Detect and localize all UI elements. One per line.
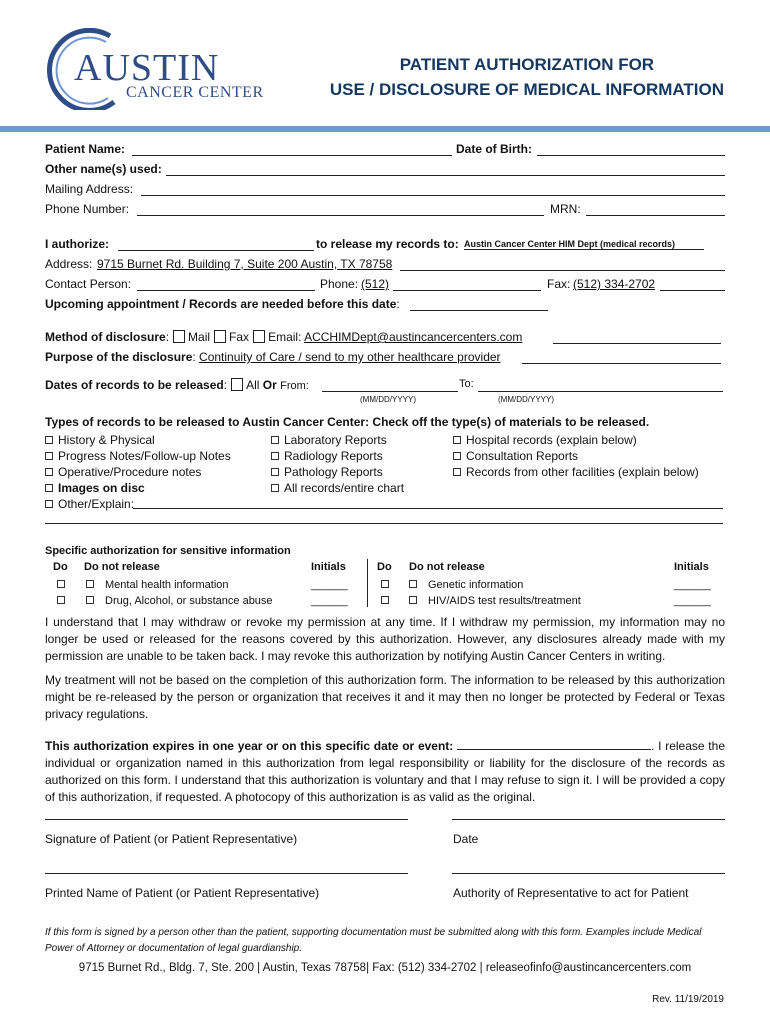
email-checkbox[interactable] — [253, 330, 265, 343]
purpose-line — [522, 363, 721, 364]
type-checkbox[interactable] — [271, 452, 279, 460]
sensitive-do-not-right: Do not release — [409, 561, 485, 573]
sensitive-item-label: Mental health information — [105, 579, 229, 591]
sensitive-item-label: HIV/AIDS test results/treatment — [428, 595, 581, 607]
initials-field[interactable]: ______ — [674, 579, 711, 591]
dob-field[interactable] — [537, 155, 725, 156]
type-label: Radiology Reports — [284, 449, 383, 463]
sensitive-do-right: Do — [377, 561, 392, 573]
purpose-value: Continuity of Care / send to my other healthcare provider — [199, 350, 501, 364]
type-checkbox[interactable] — [453, 436, 461, 444]
do-not-release-checkbox[interactable] — [86, 596, 94, 604]
type-label: Progress Notes/Follow-up Notes — [58, 449, 231, 463]
type-label: Hospital records (explain below) — [466, 433, 637, 447]
type-label: Images on disc — [58, 481, 145, 495]
all-dates-option: All — [246, 378, 260, 392]
from-date-format: (MM/DD/YYYY) — [360, 395, 416, 404]
type-option[interactable] — [45, 448, 231, 464]
type-option[interactable] — [45, 464, 231, 480]
contact-phone-field[interactable] — [393, 290, 541, 291]
sensitive-right-items — [409, 577, 581, 609]
header-divider — [0, 126, 770, 132]
type-label: All records/entire chart — [284, 481, 405, 495]
fax-value: (512) 334-2702 — [573, 277, 656, 291]
type-checkbox[interactable] — [45, 436, 53, 444]
release-to-label: to release my records to: — [316, 237, 459, 251]
type-option[interactable] — [271, 448, 404, 464]
expiration-date-field[interactable] — [457, 739, 651, 750]
to-date-field[interactable] — [478, 391, 723, 392]
sensitive-item-label: Drug, Alcohol, or substance abuse — [105, 595, 273, 607]
sensitive-initials-left: Initials — [311, 561, 346, 573]
mailing-address-field[interactable] — [141, 195, 725, 196]
authority-field[interactable] — [452, 873, 725, 874]
type-checkbox[interactable] — [271, 484, 279, 492]
types-col-2 — [271, 432, 404, 496]
do-not-release-checkbox[interactable] — [409, 596, 417, 604]
signature-label: Signature of Patient (or Patient Representative) — [45, 832, 298, 846]
mailing-address-label: Mailing Address: — [45, 182, 134, 196]
contact-phone-label: Phone: — [320, 277, 359, 291]
type-checkbox[interactable] — [45, 452, 53, 460]
upcoming-appointment-text: Upcoming appointment / Records are needed before this date — [45, 297, 397, 311]
fax-option: Fax — [229, 330, 250, 344]
do-release-checkbox[interactable] — [57, 580, 65, 588]
do-release-checkbox[interactable] — [381, 580, 389, 588]
fax-label: Fax: — [547, 277, 571, 291]
logo-word-cancer-center: CANCER CENTER — [126, 84, 264, 101]
phone-number-field[interactable] — [137, 215, 544, 216]
sensitive-item[interactable] — [409, 577, 581, 593]
type-label: Operative/Procedure notes — [58, 465, 202, 479]
sensitive-left-items — [86, 577, 273, 609]
mrn-label: MRN: — [550, 202, 581, 216]
sensitive-item[interactable] — [409, 593, 581, 609]
footer-note: If this form is signed by a person other than the patient, supporting documentation must be submitted along with this form. Examples include Medical Power of Attorney or documentation of legal guardianship. — [45, 927, 702, 954]
from-label: From: — [280, 380, 309, 392]
sensitive-heading: Specific authorization for sensitive information — [45, 545, 291, 557]
mail-option: Mail — [188, 330, 211, 344]
initials-field[interactable]: ______ — [311, 595, 348, 607]
date-field[interactable] — [452, 819, 725, 820]
type-label: History & Physical — [58, 433, 155, 447]
printed-name-label: Printed Name of Patient (or Patient Representative) — [45, 886, 320, 900]
logo — [44, 28, 294, 110]
dates-label: Dates of records to be released — [45, 378, 224, 392]
sensitive-left-initials — [311, 577, 348, 609]
mail-checkbox[interactable] — [173, 330, 185, 343]
phone-number-label: Phone Number: — [45, 202, 130, 216]
other-explain-field-2[interactable] — [45, 523, 723, 524]
other-explain-field[interactable] — [133, 508, 723, 509]
fax-line — [660, 290, 725, 291]
sensitive-item[interactable] — [86, 593, 273, 609]
sensitive-do-left: Do — [53, 561, 68, 573]
all-dates-checkbox[interactable] — [231, 378, 243, 391]
other-explain-label: Other/Explain: — [58, 497, 135, 511]
contact-phone-value: (512) — [361, 277, 390, 291]
other-explain-option[interactable] — [45, 496, 231, 512]
type-checkbox[interactable] — [45, 468, 53, 476]
type-option[interactable] — [453, 432, 699, 448]
title-line-2: USE / DISCLOSURE OF MEDICAL INFORMATION — [329, 80, 724, 99]
revoke-paragraph: I understand that I may withdraw or revoke my permission at any time. If I withdraw my permission, my information may no longer be used or released for the reasons covered by this authorization. However, any disclosures already made with my permission are unable to be taken back. I may revoke this authorization by notifying Austin Cancer Centers in writing. — [45, 615, 725, 663]
date-label: Date — [453, 832, 479, 846]
types-col-1 — [45, 432, 231, 512]
purpose-label: Purpose of the disclosure — [45, 350, 193, 364]
type-option[interactable] — [271, 464, 404, 480]
to-date-format: (MM/DD/YYYY) — [498, 395, 554, 404]
type-label: Laboratory Reports — [284, 433, 387, 447]
contact-person-field[interactable] — [137, 290, 315, 291]
footer-address: 9715 Burnet Rd., Bldg. 7, Ste. 200 | Austin, Texas 78758| Fax: (512) 334-2702 | releaseofinfo@austincancercenters.com — [78, 962, 692, 974]
type-checkbox[interactable] — [453, 468, 461, 476]
other-names-label: Other name(s) used: — [45, 162, 162, 176]
expiration-rest: . I release the individual or organization named in this authorization from legal responsibility or liability for the disclosure of the records as authorized on this form. I understand that this authorization is voluntary and that I may refuse to sign it. I will be provided a copy of this authorization, if requested. A photocopy of this authorization is as valid as the original. — [45, 739, 725, 804]
from-date-field[interactable] — [322, 391, 458, 392]
method-of-disclosure-row: Method of disclosure: Mail Fax Email: ACCHIMDept@austincancercenters.com — [45, 330, 523, 344]
do-not-release-checkbox[interactable] — [409, 580, 417, 588]
address-value: 9715 Burnet Rd. Building 7, Suite 200 Austin, TX 78758 — [97, 257, 393, 271]
patient-name-field[interactable] — [132, 155, 452, 156]
recipient-value: Austin Cancer Center HIM Dept (medical records) — [464, 239, 704, 250]
address-label: Address: — [45, 257, 93, 271]
sensitive-item-label: Genetic information — [428, 579, 524, 591]
page-title — [330, 52, 724, 102]
type-label: Records from other facilities (explain below) — [466, 465, 699, 479]
type-checkbox[interactable] — [271, 436, 279, 444]
printed-name-field[interactable] — [45, 873, 408, 874]
signature-field[interactable] — [45, 819, 408, 820]
fax-checkbox[interactable] — [214, 330, 226, 343]
sensitive-item[interactable] — [86, 577, 273, 593]
or-label: Or — [262, 378, 277, 392]
treatment-paragraph: My treatment will not be based on the completion of this authorization form. The information to be released by this authorization might be re-released by the person or organization that receives it and it may then no longer be protected by Federal or Texas privacy regulations. — [45, 673, 725, 721]
email-line — [553, 343, 721, 344]
other-checkbox[interactable] — [45, 500, 53, 508]
dob-label: Date of Birth: — [456, 142, 532, 156]
type-checkbox[interactable] — [271, 468, 279, 476]
dates-row: Dates of records to be released: All Or From: — [45, 378, 309, 392]
do-release-checkbox[interactable] — [57, 596, 65, 604]
upcoming-date-field[interactable] — [410, 310, 548, 311]
sensitive-left-do-boxes — [57, 577, 70, 609]
type-label: Consultation Reports — [466, 449, 579, 463]
type-checkbox[interactable] — [45, 484, 53, 492]
i-authorize-label: I authorize: — [45, 237, 110, 251]
types-col-3 — [453, 432, 699, 480]
upcoming-appointment-label: Upcoming appointment / Records are needed before this date: — [45, 297, 400, 311]
type-label: Pathology Reports — [284, 465, 383, 479]
sensitive-divider — [367, 559, 368, 607]
to-label: To: — [459, 378, 474, 390]
do-not-release-checkbox[interactable] — [86, 580, 94, 588]
type-option[interactable] — [271, 480, 404, 496]
type-option[interactable] — [453, 464, 699, 480]
authorize-field[interactable] — [118, 250, 314, 251]
expiration-bold: This authorization expires in one year or on this specific date or event: — [45, 739, 454, 753]
sensitive-right-initials — [674, 577, 711, 609]
mrn-field[interactable] — [586, 215, 725, 216]
authority-label: Authority of Representative to act for Patient — [453, 886, 689, 900]
patient-name-label: Patient Name: — [45, 142, 126, 156]
initials-field[interactable]: ______ — [311, 579, 348, 591]
other-names-field[interactable] — [166, 175, 725, 176]
sensitive-initials-right: Initials — [674, 561, 709, 573]
type-option[interactable] — [453, 448, 699, 464]
sensitive-right-do-boxes — [381, 577, 394, 609]
logo-word-austin: AUSTIN — [74, 47, 220, 89]
do-release-checkbox[interactable] — [381, 596, 389, 604]
email-value: ACCHIMDept@austincancercenters.com — [304, 330, 523, 344]
initials-field[interactable]: ______ — [674, 595, 711, 607]
purpose-row: Purpose of the disclosure: Continuity of Care / send to my other healthcare provider — [45, 350, 501, 364]
title-line-1: PATIENT AUTHORIZATION FOR — [399, 55, 655, 74]
type-option[interactable] — [45, 480, 231, 496]
method-label: Method of disclosure — [45, 330, 166, 344]
expiration-paragraph — [45, 738, 725, 806]
address-line — [400, 270, 725, 271]
email-label: Email: — [268, 330, 302, 344]
types-heading: Types of records to be released to Austin Cancer Center: Check off the type(s) of materials to be released. — [45, 415, 650, 429]
type-checkbox[interactable] — [453, 452, 461, 460]
revision-date: Rev. 11/19/2019 — [652, 994, 724, 1005]
type-option[interactable] — [45, 432, 231, 448]
contact-person-label: Contact Person: — [45, 277, 132, 291]
sensitive-do-not-left: Do not release — [84, 561, 160, 573]
type-option[interactable] — [271, 432, 404, 448]
